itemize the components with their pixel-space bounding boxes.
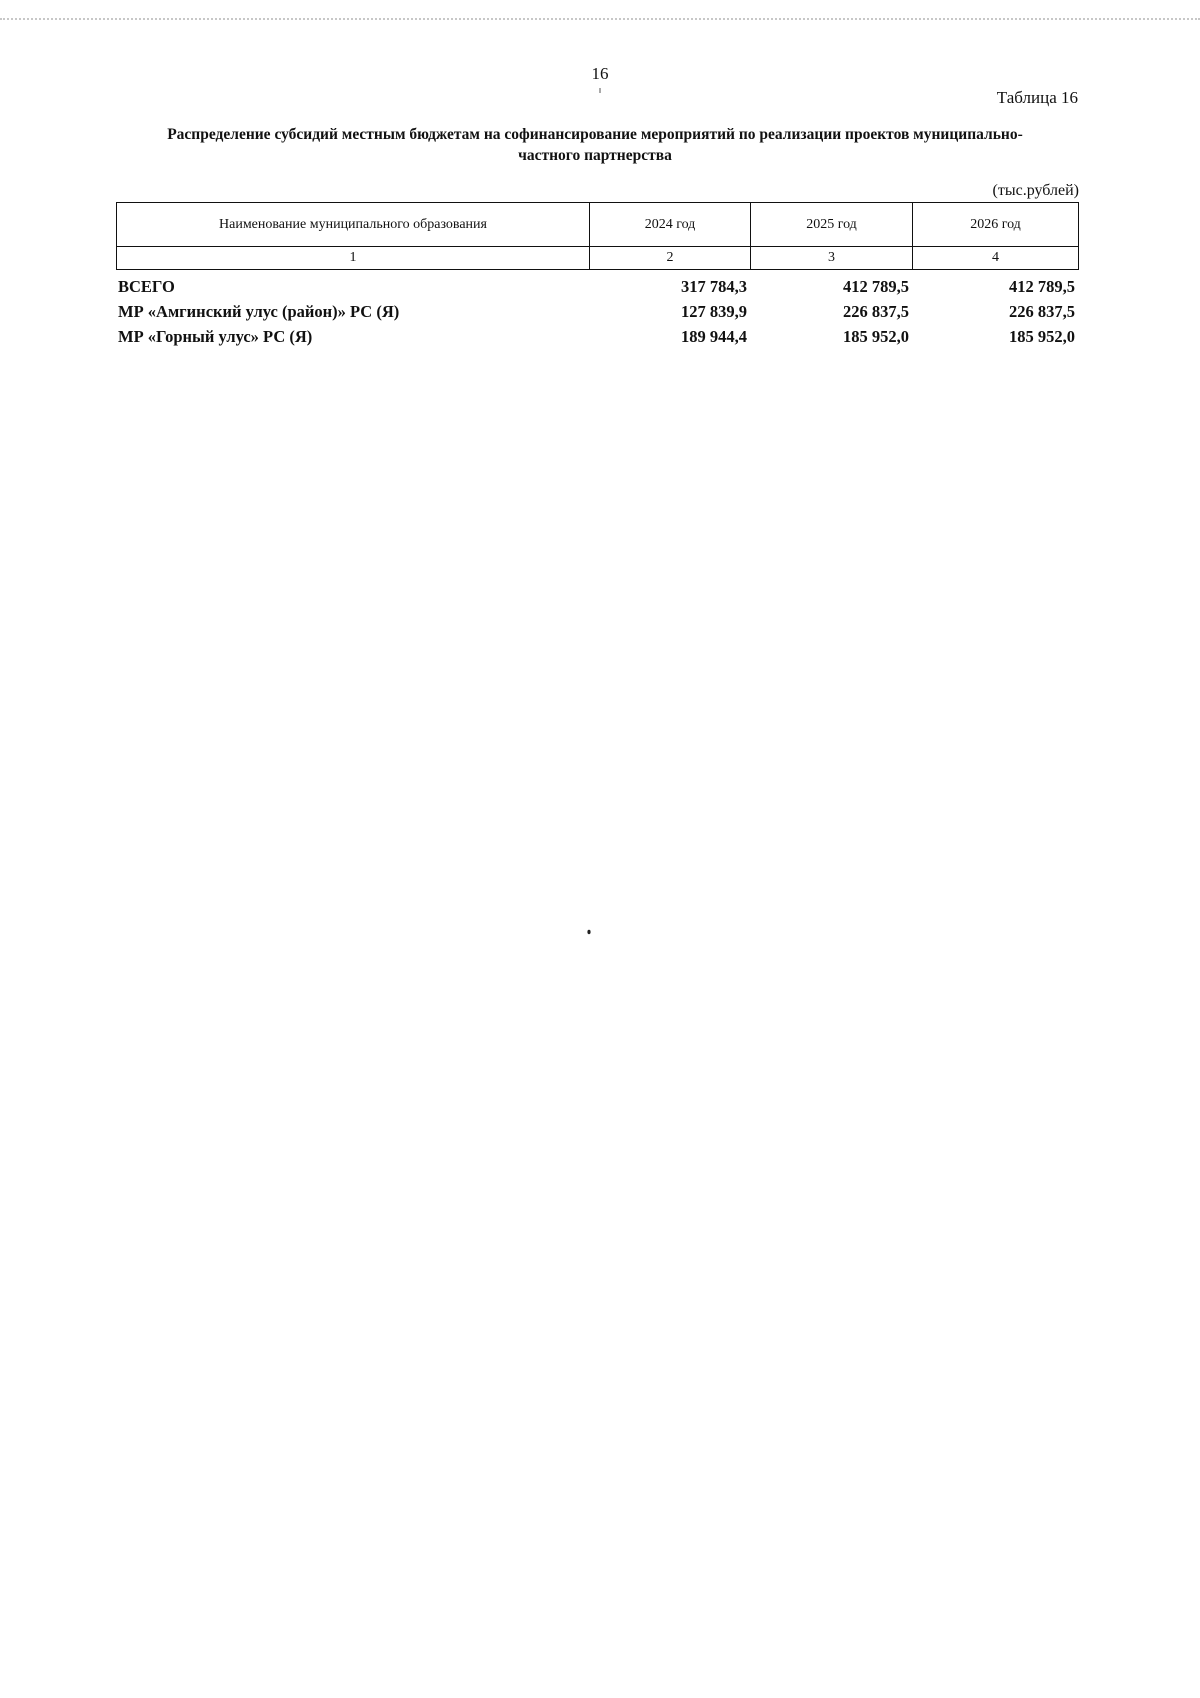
units-label: (тыс.рублей)	[992, 182, 1079, 199]
value-2026: 226 837,5	[1009, 301, 1075, 321]
title-line-2: частного партнерства	[518, 147, 672, 164]
column-number-row	[117, 247, 1079, 270]
table-row	[116, 299, 1078, 324]
header-2024: 2024 год	[590, 203, 751, 247]
value-2024: 317 784,3	[681, 276, 747, 296]
scan-speck-dot	[587, 930, 590, 934]
table-row	[116, 324, 1078, 349]
value-2026: 185 952,0	[1009, 326, 1075, 346]
table-header	[116, 202, 1079, 270]
value-2025: 412 789,5	[843, 276, 909, 296]
header-row	[117, 203, 1079, 247]
row-name: МР «Амгинский улус (район)» РС (Я)	[118, 301, 400, 321]
page-number: 16	[591, 64, 609, 83]
table-row-total	[116, 274, 1078, 299]
value-2025: 185 952,0	[843, 326, 909, 346]
title-line-1: Распределение субсидий местным бюджетам на софинансирование мероприятий по реализации проектов муниципально-	[167, 126, 1023, 143]
value-2025: 226 837,5	[843, 301, 909, 321]
row-name: ВСЕГО	[118, 276, 175, 296]
value-2024: 127 839,9	[681, 301, 747, 321]
column-number: 1	[117, 247, 590, 270]
column-number: 3	[751, 247, 913, 270]
header-municipality: Наименование муниципального образования	[117, 203, 590, 247]
data-table	[116, 274, 1078, 349]
header-2025: 2025 год	[751, 203, 913, 247]
column-number: 2	[590, 247, 751, 270]
document-title	[110, 124, 1080, 166]
value-2024: 189 944,4	[681, 326, 747, 346]
column-number: 4	[913, 247, 1079, 270]
value-2026: 412 789,5	[1009, 276, 1075, 296]
header-2026: 2026 год	[913, 203, 1079, 247]
scan-edge-artifact	[0, 18, 1200, 20]
row-name: МР «Горный улус» РС (Я)	[118, 326, 313, 346]
table-label: Таблица 16	[996, 88, 1078, 107]
